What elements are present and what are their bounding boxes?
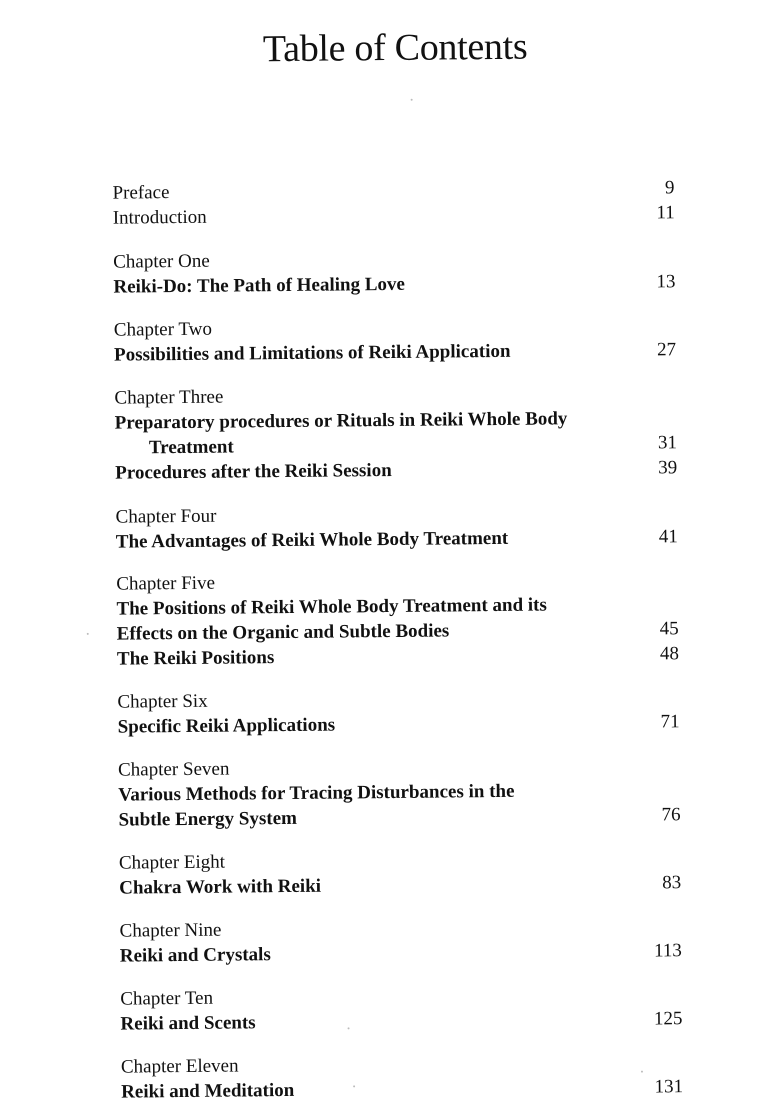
entry-page-number: 39 — [658, 457, 678, 479]
toc-entry — [116, 524, 678, 555]
toc-entry — [115, 455, 677, 486]
entry-page-number: 41 — [658, 526, 678, 548]
entry-page-number: 31 — [657, 432, 678, 454]
entry-title: Subtle Energy System — [118, 807, 298, 831]
entry-title: Effects on the Organic and Subtle Bodies — [116, 620, 450, 645]
entry-title: Reiki-Do: The Path of Healing Love — [113, 273, 406, 298]
scan-speck — [87, 633, 89, 635]
entry-title: The Advantages of Reiki Whole Body Treatment — [115, 527, 509, 553]
entry-title: Chakra Work with Reiki — [119, 875, 322, 899]
entry-title: Possibilities and Limitations of Reiki Application — [113, 340, 511, 366]
entry-page-number: 131 — [654, 1076, 684, 1098]
toc-entry — [118, 802, 680, 833]
toc-entry-introduction — [113, 200, 675, 231]
entry-page-number: 48 — [659, 643, 680, 665]
scan-speck — [641, 1071, 643, 1073]
entry-title: Various Methods for Tracing Disturbances in the — [118, 780, 515, 806]
toc-entry — [113, 269, 675, 300]
entry-title: The Reiki Positions — [116, 647, 275, 670]
entry-page-number: 71 — [660, 711, 680, 733]
page-title: Table of Contents — [262, 25, 528, 71]
chapter-heading: Chapter Five — [116, 572, 216, 595]
entry-title: Reiki and Scents — [120, 1012, 256, 1035]
chapter-heading: Chapter Eleven — [120, 1055, 239, 1078]
entry-page-number: 11 — [656, 202, 675, 224]
entry-page-number: 45 — [659, 618, 679, 640]
entry-title: Reiki and Meditation — [121, 1079, 295, 1103]
entry-title: The Positions of Reiki Whole Body Treatment and its — [116, 594, 547, 620]
entry-page-number: 9 — [664, 177, 675, 199]
chapter-heading: Chapter Eight — [118, 851, 226, 874]
entry-page-number: 13 — [656, 271, 676, 293]
entry-title: Specific Reiki Applications — [117, 714, 336, 738]
toc-entry — [117, 641, 679, 672]
scan-speck — [411, 99, 413, 101]
entry-title: Reiki and Crystals — [119, 944, 271, 967]
toc-entry — [121, 1074, 683, 1105]
toc-entry — [118, 709, 680, 740]
chapter-heading: Chapter Seven — [117, 758, 230, 781]
toc-entry — [120, 1006, 682, 1037]
chapter-heading: Chapter Three — [114, 386, 224, 409]
toc-entry — [119, 870, 681, 901]
chapter-heading: Chapter Nine — [119, 919, 222, 942]
entry-title: Treatment — [148, 436, 234, 459]
entry-title: Preparatory procedures or Rituals in Reiki Whole Body — [114, 408, 568, 434]
entry-title: Procedures after the Reiki Session — [115, 459, 392, 484]
scan-speck — [348, 1027, 350, 1029]
entry-title: Introduction — [112, 206, 207, 229]
entry-page-number: 125 — [653, 1008, 683, 1030]
chapter-heading: Chapter Two — [113, 318, 212, 341]
entry-page-number: 27 — [656, 339, 677, 361]
entry-page-number: 76 — [661, 804, 681, 826]
toc-entry — [114, 337, 676, 368]
scan-speck — [353, 1085, 355, 1087]
entry-page-number: 83 — [662, 872, 682, 894]
chapter-heading: Chapter Four — [115, 505, 217, 528]
entry-title: Preface — [112, 182, 170, 204]
toc-entry — [120, 938, 682, 969]
entry-page-number: 113 — [653, 940, 682, 962]
chapter-heading: Chapter One — [113, 250, 210, 273]
chapter-heading: Chapter Ten — [120, 987, 214, 1010]
chapter-heading: Chapter Six — [117, 690, 208, 713]
